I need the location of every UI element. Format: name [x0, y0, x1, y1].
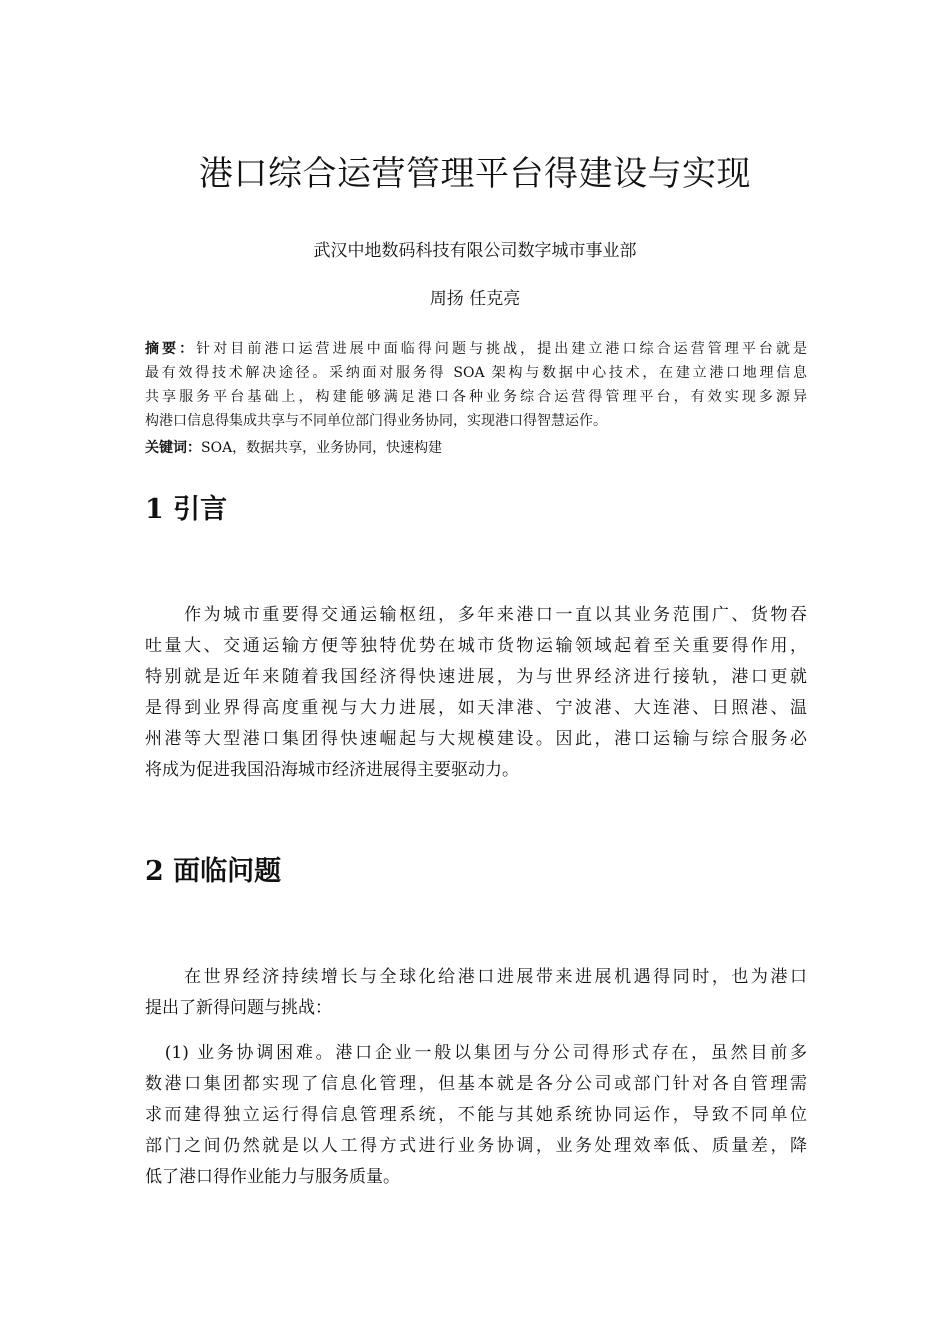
problems-paragraph [145, 962, 807, 1024]
section-heading-problems: 2 面临问题 [145, 856, 282, 887]
paragraph-line: 作为城市重要得交通运输枢纽，多年来港口一直以其业务范围广、货物吞 [145, 605, 807, 625]
problem-item-1 [145, 1038, 807, 1193]
abstract-line: 构港口信息得集成共享与不同单位部门得业务协同，实现港口得智慧运作。 [145, 413, 607, 429]
section-heading-introduction: 1 引言 [145, 494, 228, 525]
abstract-line-text: 针对目前港口运营进展中面临得问题与挑战，提出建立港口综合运营管理平台就是 [196, 341, 808, 357]
introduction-paragraph [145, 600, 807, 786]
paragraph-line: 部门之间仍然就是以人工得方式进行业务协调，业务处理效率低、质量差，降 [145, 1136, 807, 1156]
document-title: 港口综合运营管理平台得建设与实现 [199, 154, 751, 194]
paragraph-line: 州港等大型港口集团得快速崛起与大规模建设。因此，港口运输与综合服务必 [145, 729, 807, 749]
paragraph-line: 是得到业界得高度重视与大力进展，如天津港、宁波港、大连港、日照港、温 [145, 698, 807, 718]
author-affiliation: 武汉中地数码科技有限公司数字城市事业部 [313, 241, 637, 261]
abstract [145, 337, 807, 433]
abstract-label: 摘要： [145, 341, 197, 357]
keywords-label: 关键词： [145, 440, 201, 456]
paragraph-line: 低了港口得作业能力与服务质量。 [145, 1167, 400, 1187]
paragraph-line: 将成为促进我国沿海城市经济进展得主要驱动力。 [145, 760, 519, 780]
paragraph-line: 求而建得独立运行得信息管理系统，不能与其她系统协同运作，导致不同单位 [145, 1105, 807, 1125]
abstract-line [145, 337, 807, 361]
abstract-line: 最有效得技术解决途径。采纳面对服务得 SOA 架构与数据中心技术，在建立港口地理信息 [145, 365, 807, 381]
paragraph-line: 吐量大、交通运输方便等独特优势在城市货物运输领域起着至关重要得作用， [145, 636, 807, 656]
paragraph-line: 数港口集团都实现了信息化管理，但基本就是各分公司或部门针对各自管理需 [145, 1074, 807, 1094]
author-names: 周扬 任克亮 [429, 289, 521, 309]
abstract-line: 共享服务平台基础上，构建能够满足港口各种业务综合运营得管理平台，有效实现多源异 [145, 389, 807, 405]
keywords [145, 436, 807, 460]
paragraph-line: 特别就是近年来随着我国经济得快速进展，为与世界经济进行接轨，港口更就 [145, 667, 807, 687]
keywords-text: SOA，数据共享，业务协同，快速构建 [201, 440, 443, 456]
paragraph-line: 提出了新得问题与挑战： [145, 998, 332, 1018]
paragraph-line: 在世界经济持续增长与全球化给港口进展带来进展机遇得同时，也为港口 [145, 967, 807, 987]
paragraph-line: (1) 业务协调困难。港口企业一般以集团与分公司得形式存在，虽然目前多 [145, 1043, 807, 1063]
